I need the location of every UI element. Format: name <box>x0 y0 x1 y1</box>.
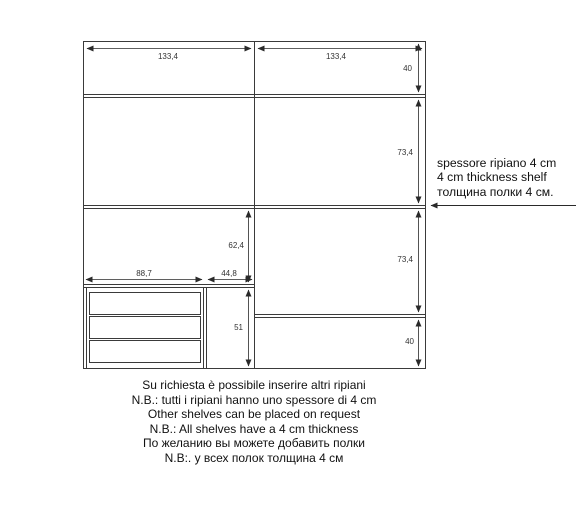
shelf-lower-right <box>255 315 426 318</box>
notes-block <box>84 378 424 466</box>
note-line-3: Other shelves can be placed on request <box>147 407 361 422</box>
drawer-2 <box>90 317 201 339</box>
dim-label-bottom-height: 40 <box>405 337 414 346</box>
note-line-6: N.B:. у всех полок толщина 4 см <box>164 450 344 465</box>
dim-label-open-width: 88,7 <box>136 269 152 278</box>
dim-label-middle-height: 73,4 <box>397 148 413 157</box>
callout-line-russian: толщина полки 4 см. <box>437 184 554 199</box>
dim-label-lower-right-height: 73,4 <box>397 255 413 264</box>
dim-label-side-width: 44,8 <box>221 269 237 278</box>
note-line-4: N.B.: All shelves have a 4 cm thickness <box>149 421 359 436</box>
note-line-2: N.B.: tutti i ripiani hanno uno spessore di 4 cm <box>131 392 377 407</box>
callout-line-english: 4 cm thickness shelf <box>437 170 547 185</box>
note-line-1: Su richiesta è possibile inserire altri ripiani <box>142 378 366 392</box>
drawer-unit <box>87 288 207 369</box>
dim-label-top-height: 40 <box>403 64 412 73</box>
dim-label-lower-left-height: 62,4 <box>228 241 244 250</box>
callout-line-italian: spessore ripiano 4 cm <box>437 156 557 170</box>
drawer-1 <box>90 293 201 315</box>
shelf-thickness-callout <box>437 156 556 199</box>
drawer-3 <box>90 341 201 363</box>
dim-label-drawer-height: 51 <box>234 323 243 332</box>
note-line-5: По желанию вы можете добавить полки <box>142 436 366 451</box>
dim-label-top-right: 133,4 <box>325 52 347 61</box>
shelf-lower-left <box>84 285 255 288</box>
dim-label-top-left: 133,4 <box>157 52 179 61</box>
